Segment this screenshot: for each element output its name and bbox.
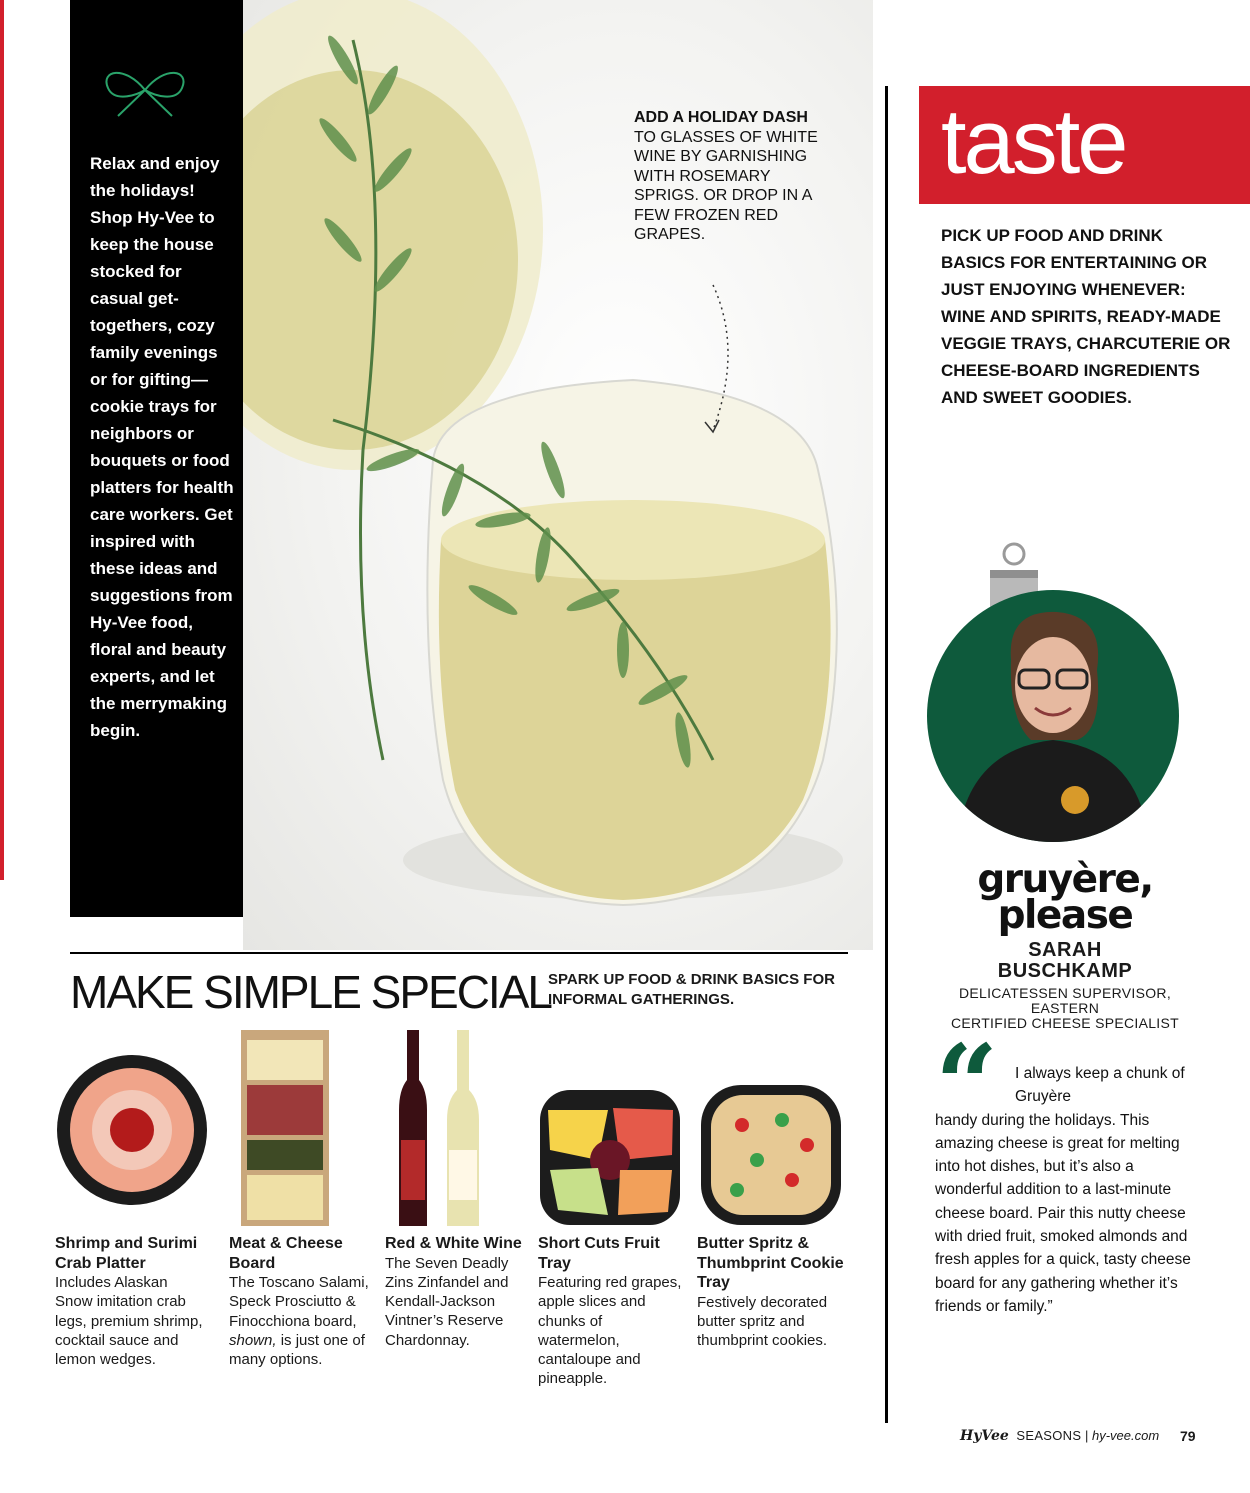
product-meat-cheese-board [229,1030,379,1369]
taste-title: taste [941,91,1126,193]
quote-text [935,1062,1200,1318]
taste-intro: PICK UP FOOD AND DRINK BASICS FOR ENTERTAINING OR JUST ENJOYING WHENEVER: WINE AND SPIRITS, READY-MADE VEGGIE TRAYS, CHARCUTERIE OR CHEESE-BOARD INGREDIENTS AND SWEET GOODIES. [941,226,1231,407]
magazine-name: SEASONS [1016,1428,1082,1443]
product-desc: Includes Alaskan Snow imitation crab legs, premium shrimp, cocktail sauce and lemon wedges. [55,1274,203,1369]
meat-cheese-board-image [229,1030,379,1230]
fruit-tray-image [538,1030,688,1230]
specialist-portrait [927,590,1179,842]
product-desc: Featuring red grapes, apple slices and chunks of watermelon, cantaloupe and pineapple. [538,1274,682,1388]
section-title: MAKE SIMPLE SPECIAL [70,966,551,1018]
product-name: Red & White Wine [385,1235,522,1252]
quote-title-line1: gruyère, [977,857,1153,902]
intro-sidebar [70,0,243,917]
bow-icon [90,60,200,120]
section-subtitle: SPARK UP FOOD & DRINK BASICS FOR INFORMAL GATHERINGS. [548,971,835,1008]
specialist-role-line2: EASTERN [1030,1000,1100,1016]
product-red-white-wine [385,1030,535,1350]
taste-banner [919,86,1250,204]
sidebar-text: Relax and enjoy the holidays! Shop Hy-Vee to keep the house stocked for casual get-togethers, cozy family evenings or for gifting—cookie trays for neighbors or bouquets or food platters for health care workers. Get inspired with these ideas and suggestions from Hy-Vee food, floral and beauty experts, and let the merrymaking begin. [90,154,234,740]
column-divider [885,86,888,1423]
wine-bottles-image [385,1030,535,1230]
product-desc: The Toscano Salami, Speck Prosciutto & Finocchiona board, shown, is just one of many options. [229,1274,369,1369]
garnish-callout [634,108,834,245]
cookie-tray-image [697,1030,847,1230]
section-divider [70,952,848,954]
product-desc: The Seven Deadly Zins Zinfandel and Kendall-Jackson Vintner’s Reserve Chardonnay. [385,1254,509,1349]
product-cookie-tray [697,1030,847,1350]
specialist-role-line3: CERTIFIED CHEESE SPECIALIST [950,1015,1179,1031]
specialist-name-line1: SARAH [1028,939,1102,961]
quote-title-line2: please [997,893,1133,938]
shrimp-platter-image [55,1030,205,1230]
footer-separator: | [1084,1428,1089,1443]
left-edge-accent [0,0,4,880]
footer-url[interactable]: hy-vee.com [1092,1428,1160,1443]
product-shrimp-platter [55,1030,205,1369]
specialist-heading [925,857,1205,1031]
page-number: 79 [1180,1428,1196,1444]
product-desc: Festively decorated butter spritz and thumbprint cookies. [697,1293,828,1350]
callout-rest: TO GLASSES OF WHITE WINE BY GARNISHING WITH ROSEMARY SPRIGS. OR DROP IN A FEW FROZEN RED GRAPES. [634,128,818,243]
callout-lead: ADD A HOLIDAY DASH [634,109,808,126]
product-name: Meat & Cheese Board [229,1235,343,1272]
quote-text-rest: handy during the holidays. This amazing cheese is great for melting into hot dishes, but it’s also a wonderful addition to a last-minute cheese board. Pair this nutty cheese with dried fruit, smoked almonds and fresh apples for a quick, tasty cheese board for any gathering whether it’s friends or family.” [935,1111,1191,1315]
product-name: Butter Spritz & Thumbprint Cookie Tray [697,1235,844,1291]
quote-text-first: I always keep a chunk of Gruyère [1015,1065,1185,1106]
product-name: Shrimp and Surimi Crab Platter [55,1235,198,1272]
specialist-name-line2: BUSCHKAMP [997,960,1133,982]
page-footer [960,1428,1210,1444]
product-fruit-tray [538,1030,688,1389]
hyvee-logo: HyVee [960,1428,1009,1444]
specialist-role-line1: DELICATESSEN SUPERVISOR, [958,985,1172,1001]
quote-mark-icon: “ [935,1020,999,1149]
product-name: Short Cuts Fruit Tray [538,1235,660,1272]
